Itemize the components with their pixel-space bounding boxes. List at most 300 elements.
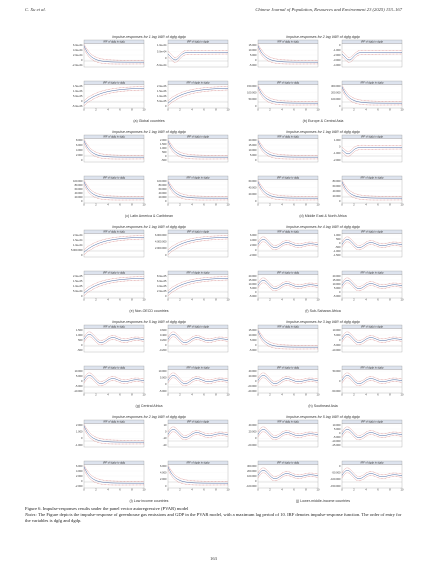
x-tick-label: 2	[179, 203, 181, 207]
irf-panel	[249, 130, 404, 218]
x-tick-label: 10	[142, 393, 146, 397]
x-tick-label: 6	[119, 393, 121, 397]
y-tick-label: -20.000	[247, 384, 257, 388]
x-tick-label: 2	[95, 203, 97, 207]
subplot-title: IRF of dgdp to dgfg	[102, 271, 126, 275]
x-tick-label: 6	[293, 108, 295, 112]
y-tick-label: 2.0e+04	[73, 233, 83, 237]
y-tick-label: 10.000	[248, 333, 257, 337]
y-tick-label: 40.000	[248, 369, 257, 373]
irf-panel	[247, 35, 404, 123]
x-tick-label: 2	[95, 488, 97, 492]
irf-subplot	[72, 40, 144, 67]
x-tick-label: 4	[107, 203, 109, 207]
y-tick-label: 5.000	[76, 374, 83, 378]
x-tick-label: 6	[203, 393, 205, 397]
x-tick-label: 4	[281, 203, 283, 207]
y-tick-label: 0	[255, 379, 257, 383]
y-tick-label: -10.000	[331, 348, 341, 352]
y-tick-label: 4.000	[76, 469, 83, 473]
subplot-title: IRF of dgdp to dgfg	[276, 366, 300, 370]
irf-subplot	[72, 81, 146, 112]
subplot-frame	[342, 85, 402, 109]
x-tick-label: 6	[203, 108, 205, 112]
y-tick-label: 5.000	[334, 333, 341, 337]
irf-subplot	[332, 325, 402, 352]
y-tick-label: 8.000	[76, 138, 83, 142]
x-tick-label: 4	[107, 108, 109, 112]
y-tick-label: 0	[339, 379, 341, 383]
y-tick-label: 80.000	[74, 183, 83, 187]
x-tick-label: 6	[377, 393, 379, 397]
y-tick-label: 0	[165, 383, 167, 387]
y-tick-label: 2.000	[250, 243, 257, 247]
irf-subplot	[330, 461, 404, 492]
x-tick-label: 2	[179, 298, 181, 302]
x-tick-label: 8	[305, 203, 307, 207]
y-tick-label: 2.0e+05	[73, 274, 83, 278]
x-tick-label: 8	[131, 488, 133, 492]
y-tick-label: 15.000	[248, 278, 257, 282]
x-tick-label: 2	[95, 393, 97, 397]
y-tick-label: 2.000.000	[154, 247, 167, 251]
subplot-title: IRF of dgdp to dgdp	[186, 81, 210, 85]
subplot-title: IRF of dgfg to dgdp	[186, 420, 210, 424]
y-tick-label: 0	[81, 253, 83, 257]
x-tick-label: 10	[226, 298, 230, 302]
y-tick-label: 40.000	[158, 191, 167, 195]
y-tick-label: 20.000	[332, 194, 341, 198]
subplot-title: IRF of dgfg to dgfg	[103, 40, 125, 44]
y-tick-label: 0	[165, 154, 167, 158]
irf-subplot	[248, 420, 318, 447]
x-tick-label: 6	[377, 203, 379, 207]
panel-title: Impulse-responses for 3 lag VAR of dgfg dgdp	[286, 320, 360, 324]
irf-subplot	[332, 420, 402, 447]
subplot-title: IRF of dgdp to dgdp	[360, 461, 384, 465]
subplot-frame	[84, 234, 144, 258]
subplot-frame	[342, 465, 402, 489]
subplot-frame	[258, 85, 318, 109]
irf-subplot	[333, 40, 402, 67]
y-tick-label: 5.000	[250, 338, 257, 342]
x-tick-label: 4	[281, 393, 283, 397]
subplot-title: IRF of dgfg to dgdp	[186, 325, 210, 329]
y-tick-label: -1.000	[75, 443, 83, 447]
y-tick-label: 60.000	[74, 187, 83, 191]
irf-subplot	[249, 230, 318, 257]
y-tick-label: 15.000	[248, 143, 257, 147]
x-tick-label: 6	[293, 298, 295, 302]
panel-caption: (d) Middle East & North Africa	[299, 214, 347, 218]
subplot-frame	[258, 44, 318, 68]
x-tick-label: 6	[377, 488, 379, 492]
y-tick-label: 1.0e+05	[73, 284, 83, 288]
y-tick-label: -2.0e+04	[72, 63, 83, 67]
y-tick-label: 100.000	[247, 474, 257, 478]
y-tick-label: -50.000	[331, 471, 341, 475]
x-tick-label: 4	[191, 298, 193, 302]
x-tick-label: 0	[341, 203, 343, 207]
irf-subplot	[157, 271, 230, 302]
irf-subplot	[333, 230, 402, 257]
panel-title: Impulse-responses for 1 lag VAR of dgfg dgdp	[112, 130, 186, 134]
x-tick-label: 6	[203, 298, 205, 302]
y-tick-label: 0	[255, 248, 257, 252]
y-tick-label: 5.0e+05	[73, 94, 83, 98]
x-tick-label: 0	[257, 108, 259, 112]
y-tick-label: 20.000	[248, 430, 257, 434]
panel-caption: (i) Low income countries	[129, 499, 169, 503]
y-tick-label: 2.000	[76, 474, 83, 478]
subplot-title: IRF of dgdp to dgfg	[102, 461, 126, 465]
y-tick-label: 20.000	[248, 193, 257, 197]
y-tick-label: 100.000	[247, 91, 257, 95]
x-tick-label: 10	[226, 393, 230, 397]
subplot-frame	[84, 329, 144, 353]
y-tick-label: 300.000	[247, 464, 257, 468]
x-tick-label: 0	[257, 488, 259, 492]
subplot-frame	[342, 329, 402, 353]
irf-subplot	[246, 461, 320, 492]
subplot-title: IRF of dgfg to dgfg	[277, 135, 299, 139]
irf-subplot	[333, 135, 402, 162]
x-tick-label: 10	[400, 488, 404, 492]
subplot-frame	[168, 180, 228, 204]
irf-subplot	[73, 271, 146, 302]
y-tick-label: 80.000	[332, 179, 341, 183]
y-tick-label: 0	[339, 338, 341, 342]
y-tick-label: 0	[339, 199, 341, 203]
y-tick-label: 1.000	[334, 138, 341, 142]
irf-subplot	[157, 176, 230, 207]
y-tick-label: 0	[165, 104, 167, 108]
subplot-title: IRF of dgfg to dgdp	[186, 230, 210, 234]
subplot-title: IRF of dgdp to dgfg	[102, 81, 126, 85]
subplot-title: IRF of dgfg to dgfg	[277, 230, 299, 234]
y-tick-label: 0	[339, 290, 341, 294]
x-tick-label: 4	[365, 298, 367, 302]
y-tick-label: 0.200	[160, 338, 167, 342]
y-tick-label: 500	[78, 338, 83, 342]
irf-subplot	[332, 366, 404, 397]
x-tick-label: 6	[203, 488, 205, 492]
panel-caption: (a) Global countries	[133, 119, 165, 123]
y-tick-label: -5.000	[159, 389, 167, 393]
y-tick-label: 0	[165, 343, 167, 347]
y-tick-label: 6.000	[160, 464, 167, 468]
y-tick-label: 100.000	[73, 179, 83, 183]
x-tick-label: 10	[142, 488, 146, 492]
x-tick-label: 4	[281, 108, 283, 112]
irf-subplot	[159, 325, 228, 352]
y-tick-label: 0	[339, 241, 341, 245]
subplot-title: IRF of dgdp to dgdp	[360, 366, 384, 370]
y-tick-label: -1.000	[333, 48, 341, 52]
y-tick-label: 0	[255, 104, 257, 108]
y-tick-label: 1.5e+04	[73, 238, 83, 242]
y-tick-label: 5.000	[250, 153, 257, 157]
y-tick-label: 80.000	[158, 183, 167, 187]
panel-caption: (j) Lower-middle-income countries	[295, 499, 351, 503]
irf-subplot	[156, 40, 228, 67]
panel-title: Impulse-responses for 2 lag VAR of dgfg dgdp	[112, 415, 186, 419]
x-tick-label: 8	[215, 203, 217, 207]
y-tick-label: 0	[339, 464, 341, 468]
y-tick-label: 6.0e+04	[73, 43, 83, 47]
subplot-frame	[258, 424, 318, 448]
subplot-frame	[342, 370, 402, 394]
subplot-title: IRF of dgfg to dgdp	[360, 230, 384, 234]
irf-subplot	[73, 176, 146, 207]
x-tick-label: 0	[83, 298, 85, 302]
y-tick-label: -5.000	[75, 384, 83, 388]
x-tick-label: 8	[131, 298, 133, 302]
panel-title: Impulse-responses for 1 lag VAR of dgfg dgdp	[112, 225, 186, 229]
y-tick-label: -10.000	[73, 389, 83, 393]
y-tick-label: 4.000	[160, 471, 167, 475]
x-tick-label: 8	[131, 108, 133, 112]
x-tick-label: 2	[353, 488, 355, 492]
x-tick-label: 0	[167, 393, 169, 397]
y-tick-label: 10.000	[248, 48, 257, 52]
irf-panel	[72, 35, 230, 123]
x-tick-label: 4	[365, 203, 367, 207]
y-tick-label: -1.000	[333, 249, 341, 253]
x-tick-label: 6	[293, 488, 295, 492]
panel-caption: (f) Sub-Saharan Africa	[305, 309, 341, 313]
y-tick-label: 5.0e+04	[73, 289, 83, 293]
y-tick-label: 1.0e+04	[157, 43, 167, 47]
x-tick-label: 8	[389, 488, 391, 492]
y-tick-label: 4.000	[250, 238, 257, 242]
irf-subplot	[333, 176, 404, 207]
subplot-title: IRF of dgfg to dgfg	[277, 420, 299, 424]
subplot-frame	[258, 139, 318, 163]
irf-subplot	[157, 81, 230, 112]
x-tick-label: 2	[269, 108, 271, 112]
subplot-frame	[342, 275, 402, 299]
subplot-title: IRF of dgfg to dgdp	[360, 420, 384, 424]
irf-subplot	[75, 420, 144, 447]
x-tick-label: 2	[179, 108, 181, 112]
y-tick-label: 0	[81, 158, 83, 162]
subplot-frame	[342, 44, 402, 68]
y-tick-label: -15.000	[331, 443, 341, 447]
y-tick-label: 300.000	[331, 84, 341, 88]
subplot-title: IRF of dgdp to dgdp	[360, 271, 384, 275]
y-tick-label: 6.0e+05	[157, 279, 167, 283]
y-tick-label: 50.000	[332, 369, 341, 373]
subplot-title: IRF of dgdp to dgfg	[102, 176, 126, 180]
x-tick-label: 0	[167, 488, 169, 492]
y-tick-label: 60.000	[248, 179, 257, 183]
subplot-title: IRF of dgdp to dgdp	[186, 366, 210, 370]
x-tick-label: 4	[191, 393, 193, 397]
y-tick-label: -20.000	[247, 443, 257, 447]
subplot-frame	[168, 275, 228, 299]
y-tick-label: 200.000	[331, 91, 341, 95]
y-tick-label: 20.000	[158, 195, 167, 199]
irf-panel	[75, 415, 230, 503]
panel-title: Impulse-responses for 2 lag VAR of dgfg dgdp	[286, 35, 360, 39]
irf-panel	[246, 415, 404, 503]
y-tick-label: 10	[163, 423, 167, 427]
x-tick-label: 10	[142, 203, 146, 207]
irf-panel	[73, 130, 230, 218]
panel-title: Impulse-responses for 5 lag VAR of dgfg dgdp	[286, 415, 360, 419]
y-tick-label: 0	[165, 253, 167, 257]
x-tick-label: 2	[353, 203, 355, 207]
y-tick-label: 10.000	[74, 369, 83, 373]
y-tick-label: 0	[255, 199, 257, 203]
x-tick-label: 0	[257, 298, 259, 302]
irf-subplot	[333, 271, 404, 302]
y-tick-label: 6.000.000	[154, 233, 167, 237]
figure-caption	[25, 506, 405, 524]
subplot-frame	[342, 424, 402, 448]
subplot-title: IRF of dgdp to dgfg	[276, 271, 300, 275]
subplot-title: IRF of dgdp to dgfg	[276, 461, 300, 465]
y-tick-label: 40.000	[248, 186, 257, 190]
y-tick-label: 20.000	[248, 274, 257, 278]
y-tick-label: 2.000	[160, 478, 167, 482]
running-head-journal: Chinese Journal of Population, Resources and Environment 23 (2025) 153–167	[255, 7, 402, 12]
x-tick-label: 2	[95, 298, 97, 302]
x-tick-label: 6	[119, 203, 121, 207]
irf-subplot	[249, 40, 318, 67]
irf-subplot	[247, 81, 320, 112]
subplot-title: IRF of dgfg to dgfg	[103, 420, 125, 424]
x-tick-label: 0	[341, 488, 343, 492]
y-tick-label: 10.000	[332, 423, 341, 427]
y-tick-label: 5.000	[250, 53, 257, 57]
y-tick-label: 2.000	[76, 423, 83, 427]
notes-label: Notes:	[25, 512, 37, 517]
subplot-title: IRF of dgfg to dgdp	[360, 135, 384, 139]
y-tick-label: 1.500	[76, 328, 83, 332]
x-tick-label: 10	[316, 298, 320, 302]
y-tick-label: 50.000	[248, 98, 257, 102]
x-tick-label: 0	[341, 108, 343, 112]
y-tick-label: -500	[335, 245, 341, 249]
subplot-frame	[258, 180, 318, 204]
subplot-frame	[84, 465, 144, 489]
y-tick-label: 20.000	[248, 374, 257, 378]
x-tick-label: 6	[377, 298, 379, 302]
y-tick-label: 1.000	[76, 333, 83, 337]
y-tick-label: 0	[81, 294, 83, 298]
x-tick-label: 8	[389, 298, 391, 302]
x-tick-label: 4	[365, 108, 367, 112]
x-tick-label: 8	[215, 108, 217, 112]
x-tick-label: 4	[107, 393, 109, 397]
y-tick-label: 10.000	[248, 282, 257, 286]
subplot-title: IRF of dgfg to dgfg	[277, 325, 299, 329]
subplot-frame	[168, 139, 228, 163]
y-tick-label: 1.5e+05	[73, 279, 83, 283]
x-tick-label: 0	[167, 203, 169, 207]
y-tick-label: 1.000	[76, 430, 83, 434]
y-tick-label: 5.000	[334, 286, 341, 290]
y-tick-label: 0	[81, 99, 83, 103]
y-tick-label: -40.000	[247, 389, 257, 393]
panel-title: Impulse-responses for 5 lag VAR of dgfg dgdp	[112, 320, 186, 324]
subplot-title: IRF of dgdp to dgdp	[186, 176, 210, 180]
subplot-frame	[168, 44, 228, 68]
x-tick-label: 6	[293, 203, 295, 207]
y-tick-label: 4.0e+05	[157, 284, 167, 288]
y-tick-label: 4.0e+04	[73, 48, 83, 52]
subplot-frame	[258, 465, 318, 489]
x-tick-label: 8	[305, 488, 307, 492]
x-tick-label: 10	[226, 488, 230, 492]
y-tick-label: 0	[255, 290, 257, 294]
y-tick-label: -50.000	[331, 389, 341, 393]
x-tick-label: 4	[281, 298, 283, 302]
y-tick-label: -2.000	[333, 53, 341, 57]
x-tick-label: 2	[353, 393, 355, 397]
y-tick-label: 4.000.000	[154, 240, 167, 244]
y-tick-label: 0.600	[160, 328, 167, 332]
x-tick-label: 8	[131, 393, 133, 397]
y-tick-label: 10.000	[332, 328, 341, 332]
panel-caption: (e) Non-OECD countries	[129, 309, 169, 313]
y-tick-label: -5.000	[249, 294, 257, 298]
irf-panel	[71, 225, 230, 313]
x-tick-label: 4	[365, 393, 367, 397]
subplot-title: IRF of dgdp to dgfg	[276, 176, 300, 180]
x-tick-label: 0	[257, 393, 259, 397]
y-tick-label: 1.500	[160, 142, 167, 146]
y-tick-label: -5.000	[333, 343, 341, 347]
y-tick-label: 2.0e+06	[157, 84, 167, 88]
panel-caption: (h) Southeast Asia	[308, 404, 338, 408]
y-tick-label: -5.000	[249, 348, 257, 352]
y-tick-label: 1.5e+06	[157, 89, 167, 93]
y-tick-label: 150.000	[247, 84, 257, 88]
y-tick-label: 8.0e+05	[157, 274, 167, 278]
x-tick-label: 10	[226, 108, 230, 112]
y-tick-label: 0	[81, 479, 83, 483]
y-tick-label: 1.0e+06	[157, 94, 167, 98]
irf-subplot	[74, 366, 146, 397]
y-tick-label: 1.000	[160, 146, 167, 150]
subplot-frame	[168, 424, 228, 448]
x-tick-label: 4	[281, 488, 283, 492]
subplot-frame	[84, 139, 144, 163]
subplot-frame	[258, 370, 318, 394]
x-tick-label: 10	[226, 203, 230, 207]
irf-subplot	[248, 366, 320, 397]
y-tick-label: -20	[162, 443, 167, 447]
y-tick-label: -500	[161, 158, 167, 162]
y-tick-label: -5.000	[249, 63, 257, 67]
x-tick-label: 10	[400, 298, 404, 302]
y-tick-label: 200.000	[247, 469, 257, 473]
subplot-frame	[342, 139, 402, 163]
y-tick-label: 5.000	[334, 427, 341, 431]
y-tick-label: 5.0e+05	[157, 99, 167, 103]
irf-panel	[74, 320, 230, 408]
y-tick-label: 6.000	[250, 233, 257, 237]
subplot-frame	[258, 329, 318, 353]
subplot-title: IRF of dgfg to dgdp	[360, 40, 384, 44]
subplot-title: IRF of dgfg to dgdp	[360, 325, 384, 329]
y-tick-label: -3.000	[333, 58, 341, 62]
x-tick-label: 6	[119, 488, 121, 492]
y-tick-label: 2.000	[76, 153, 83, 157]
